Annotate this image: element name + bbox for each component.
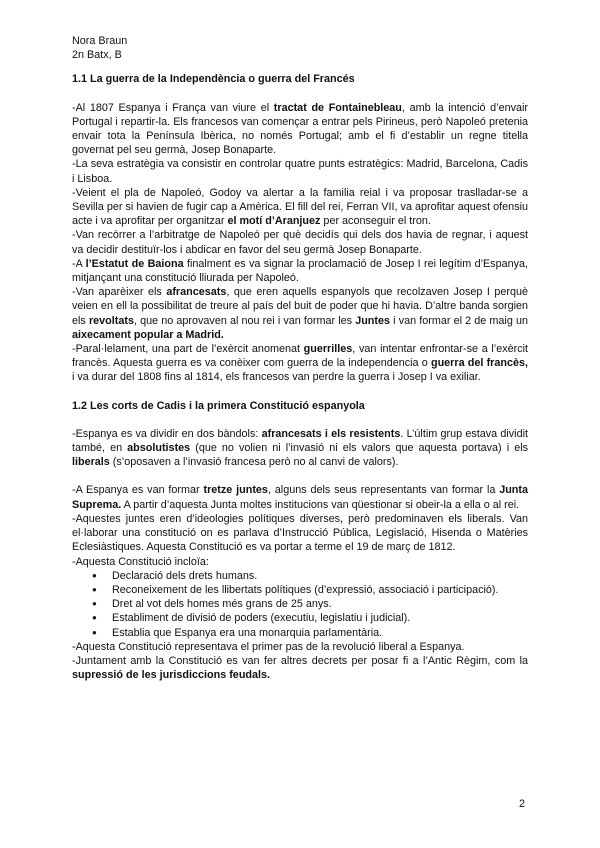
- paragraph: -Aquestes juntes eren d’ideologies polítiques diverses, però predominaven els liberals. Van el·laborar una constitució on es parlava d’Instrucció Pública, Legislació, Hisenda o Matèries Eclesiàstiques. Aquesta Constitució es va portar a terme el 19 de març de 1812.: [72, 512, 528, 554]
- text-run: (s’oposaven a l’invasió francesa però no al canvi de valors).: [109, 456, 399, 469]
- text-run: -A: [72, 257, 86, 270]
- text-run: , que eren aquells espanyols que recolzaven Josep I perquè veien en ell la possibilitat de treure al país del buit de poder que hi havia. D’altre banda sorgien els: [72, 286, 528, 327]
- paragraph: [72, 257, 528, 285]
- text-run: per aconseguir el tron.: [320, 215, 431, 228]
- text-run: -A Espanya es van formar: [72, 484, 204, 497]
- text-run: A partir d’aquesta Junta moltes institucions van qüestionar si obeir-la a ella o al rei.: [121, 498, 520, 511]
- bold-term: aixecament popular a Madrid.: [72, 328, 224, 341]
- list-item: ● Establiment de divisió de poders (executiu, legislatiu i judicial).: [112, 611, 528, 625]
- paragraph: [72, 654, 528, 682]
- text-run: i van formar el 2 de maig un: [390, 314, 528, 327]
- bold-term: afrancesats: [166, 286, 227, 299]
- text-run: (que no volien ni l’invasió ni els valors que aquesta portava) i els: [190, 442, 528, 455]
- text-run: , van intentar enfrontar-se a l’exèrcit francès. Aquesta guerra es va conèixer com guerra de la independencia o: [72, 343, 529, 370]
- bold-term: tractat de Fontainebleau: [273, 101, 402, 114]
- paragraph: [72, 427, 528, 470]
- list-item: ● Declaració dels drets humans.: [112, 569, 528, 583]
- paragraph: [72, 483, 528, 511]
- paragraph: [72, 285, 528, 342]
- text-run: -Juntament amb la Constitució es van fer altres decrets per posar fi a l’Antic Règim, com la: [72, 654, 528, 667]
- text-run: -Paral·lelament, una part de l’exèrcit anomenat: [72, 343, 304, 356]
- paragraph: [72, 101, 528, 158]
- constitution-list: [72, 569, 528, 640]
- bold-term: tretze juntes: [203, 484, 268, 497]
- text-run: , que no aprovaven al nou rei i van formar les: [133, 314, 356, 327]
- text-run: -Veient el pla de Napoleó, Godoy va alertar a la familia reial i va proposar traslladar-se a Sevilla per si havien de fugir cap a Amèrica. El fill del rei, Ferran VII, va aprofitar aquest ofensiu acte i va aprofitar per organitzar: [72, 186, 528, 228]
- bold-term: l’Estatut de Baiona: [85, 257, 184, 270]
- class-label: 2n Batx, B: [72, 49, 122, 62]
- list-item: ● Dret al vot dels homes més grans de 25 anys.: [112, 597, 528, 611]
- paragraph: -Van recòrrer a l’arbitratge de Napoleó per què decidís qui dels dos havia de regnar, i aquest va decidir destituïr-los i abdicar en favor del seu germà Josep Bonaparte.: [72, 229, 528, 256]
- paragraph: [72, 342, 528, 385]
- paragraph: -Aquesta Constitució representava el primer pas de la revolució liberal a Espanya.: [72, 640, 465, 653]
- bold-term: supressió de les jurisdiccions feudals.: [72, 669, 271, 682]
- text-run: -Van aparèixer els: [72, 286, 167, 299]
- list-item: ● Reconeixement de les llibertats polítiques (d’expressió, associació i participació).: [112, 583, 528, 597]
- text-run: -Al 1807 Espanya i França van viure el: [72, 101, 274, 114]
- bold-term: guerrilles: [303, 343, 353, 356]
- author-name: Nora Braun: [72, 35, 128, 47]
- paragraph: [72, 186, 528, 229]
- section-1-title: 1.1 La guerra de la Independència o guerra del Francés: [72, 73, 355, 86]
- bold-term: guerra del francès,: [430, 357, 528, 370]
- page-number: 2: [519, 798, 526, 810]
- bold-term: Junta Suprema.: [72, 484, 528, 511]
- bold-term: absolutistes: [127, 442, 191, 455]
- document-page: [72, 34, 528, 682]
- text-run: , alguns dels seus representants van formar la: [267, 484, 500, 497]
- section-2-title: 1.2 Les corts de Cadis i la primera Constitució espanyola: [72, 399, 365, 412]
- paragraph: -Aquesta Constitució incloïa:: [72, 555, 209, 568]
- bold-term: liberals: [72, 456, 110, 469]
- list-item: ● Establia que Espanya era una monarquia parlamentària.: [112, 626, 528, 640]
- text-run: i va durar del 1808 fins al 1814, els francesos van perdre la guerra i Josep I va exiliar.: [72, 371, 481, 384]
- paragraph: -La seva estratègia va consistir en controlar quatre punts estratègics: Madrid, Barcelona, Cadis i Lisboa.: [72, 158, 528, 185]
- text-run: . L’últim grup estava dividit també, en: [72, 427, 528, 455]
- bold-term: revoltats: [88, 314, 134, 327]
- bold-term: Juntes: [355, 314, 391, 327]
- bold-term: el motí d’Aranjuez: [227, 215, 321, 228]
- text-run: finalment es va signar la proclamació de Josep I rei legítim d’Espanya, mitjançant una constitució lliurada per Napoleó.: [72, 257, 529, 285]
- text-run: -Espanya es va dividir en dos bàndols:: [72, 427, 262, 440]
- bold-term: afrancesats i els resistents: [261, 427, 401, 440]
- text-run: , amb la intenció d’envair Portugal i repartir-la. Els francesos van començar a entrar pels Pirineus, però Napoleó pretenia envair tota la Península Ibèrica, no només Portugal; amb el fi d’establir un regne titella governat pel seu germà, Josep Bonaparte.: [72, 101, 528, 157]
